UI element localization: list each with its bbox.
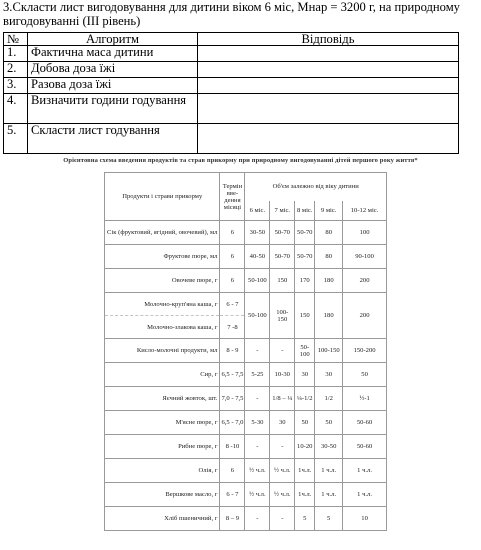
product-cell: М'ясне пюре, г [105, 411, 220, 435]
volume-cell: 180 [315, 269, 343, 293]
product-cell: Рибне пюре, г [105, 435, 220, 459]
volume-cell: - [270, 435, 295, 459]
volume-cell: 30-50 [245, 221, 270, 245]
header-algorithm: Алгоритм [28, 33, 198, 46]
answer-cell[interactable] [198, 124, 459, 154]
age-header: 9 міс. [315, 201, 343, 221]
product-cell: Сік (фруктовий, ягідний, овочевий), мл [105, 221, 220, 245]
term-cell: 8 -10 [220, 435, 245, 459]
row-num: 2. [4, 62, 28, 78]
schedule-row [105, 435, 387, 459]
volume-cell: 50 [343, 363, 387, 387]
product-cell: Вершкове масло, г [105, 483, 220, 507]
task-title: 3.Скласти лист вигодовування для дитини віком 6 міс, Мнар = 3200 г, на природному вигодовуванні (ІІІ рівень) [3, 0, 460, 28]
schedule-row [105, 339, 387, 363]
volume-cell: 30 [295, 363, 315, 387]
volume-cell: 50-70 [295, 245, 315, 269]
volume-cell: 90-100 [343, 245, 387, 269]
product-cell: Овочеве пюре, г [105, 269, 220, 293]
volume-cell: 10 [343, 507, 387, 531]
schedule-table [104, 172, 387, 531]
volume-cell: 10-20 [295, 435, 315, 459]
schedule-row [105, 459, 387, 483]
volume-cell: 50 [295, 411, 315, 435]
volume-cell: - [270, 507, 295, 531]
volume-cell: - [270, 339, 295, 363]
header-volume: Об'єм залежно від віку дитини [245, 173, 387, 201]
volume-cell: 40-50 [245, 245, 270, 269]
volume-cell: 10-30 [270, 363, 295, 387]
volume-cell: ½ ч.л. [270, 483, 295, 507]
volume-cell: 1 ч.л. [343, 483, 387, 507]
row-num: 1. [4, 46, 28, 62]
term-cell: 6 - 7 [220, 483, 245, 507]
schedule-row [105, 221, 387, 245]
volume-cell: ¼-1/2 [295, 387, 315, 411]
volume-cell: - [245, 507, 270, 531]
term-cell: 6,5 - 7,0 [220, 411, 245, 435]
volume-cell: 100-150 [315, 339, 343, 363]
term-cell: 8 – 9 [220, 507, 245, 531]
schedule-header-row [105, 173, 387, 201]
answer-cell[interactable] [198, 78, 459, 94]
volume-cell: 1 ч.л. [343, 459, 387, 483]
volume-cell: 50-100 [295, 339, 315, 363]
volume-cell: 50-60 [343, 435, 387, 459]
product-cell: Молочно-круп'яна каша, г [105, 293, 220, 316]
volume-cell: 100 [343, 221, 387, 245]
header-term: Термін вве-дення місяці [220, 173, 245, 221]
volume-cell: 50-70 [270, 221, 295, 245]
volume-cell: 5-25 [245, 363, 270, 387]
volume-cell: 80 [315, 221, 343, 245]
row-num: 4. [4, 94, 28, 124]
volume-cell: 50-100 [245, 293, 270, 339]
row-step: Добова доза їжі [28, 62, 198, 78]
age-header: 6 міс. [245, 201, 270, 221]
product-cell: Фруктове пюре, мл [105, 245, 220, 269]
row-step: Скласти лист годування [28, 124, 198, 154]
algorithm-row [4, 46, 459, 62]
volume-cell: ½-1 [343, 387, 387, 411]
volume-cell: 50-100 [245, 269, 270, 293]
schedule-row [105, 411, 387, 435]
product-cell: Сир, г [105, 363, 220, 387]
volume-cell: 30 [315, 363, 343, 387]
volume-cell: - [245, 387, 270, 411]
volume-cell: 150 [270, 269, 295, 293]
schedule-title: Орієнтовна схема введення продуктів та страв прикорму при природному вигодовуванні дітей першого року життя* [63, 157, 418, 164]
algorithm-row [4, 78, 459, 94]
answer-cell[interactable] [198, 62, 459, 78]
volume-cell: 200 [343, 269, 387, 293]
term-cell: 7 -8 [220, 316, 245, 339]
volume-cell: 50-70 [270, 245, 295, 269]
schedule-row [105, 483, 387, 507]
volume-cell: - [245, 435, 270, 459]
volume-cell: 150 [295, 293, 315, 339]
volume-cell: 1ч.л. [295, 459, 315, 483]
row-step: Разова доза їжі [28, 78, 198, 94]
schedule-row-porridge [105, 293, 387, 316]
volume-cell: 1 ч.л. [315, 459, 343, 483]
schedule-row [105, 363, 387, 387]
schedule-row [105, 387, 387, 411]
schedule-row [105, 269, 387, 293]
volume-cell: - [245, 339, 270, 363]
volume-cell: 180 [315, 293, 343, 339]
header-num: № [4, 33, 28, 46]
volume-cell: 80 [315, 245, 343, 269]
row-num: 3. [4, 78, 28, 94]
term-cell: 6 - 7 [220, 293, 245, 316]
row-num: 5. [4, 124, 28, 154]
product-cell: Олія, г [105, 459, 220, 483]
product-cell: Кисло-молочні продукти, мл [105, 339, 220, 363]
algorithm-row [4, 62, 459, 78]
schedule-row [105, 245, 387, 269]
algorithm-table [3, 32, 459, 154]
volume-cell: 1ч.л. [295, 483, 315, 507]
volume-cell: ½ ч.л. [245, 459, 270, 483]
header-answer: Відповідь [198, 33, 459, 46]
age-header: 7 міс. [270, 201, 295, 221]
term-cell: 6 [220, 245, 245, 269]
volume-cell: 5 [315, 507, 343, 531]
volume-cell: 50-70 [295, 221, 315, 245]
volume-cell: 170 [295, 269, 315, 293]
answer-cell[interactable] [198, 94, 459, 124]
row-step: Визначити години годування [28, 94, 198, 124]
term-cell: 6 [220, 269, 245, 293]
term-cell: 6 [220, 459, 245, 483]
age-header: 8 міс. [295, 201, 315, 221]
header-product: Продукти і страви прикорму [105, 173, 220, 221]
schedule-row [105, 507, 387, 531]
term-cell: 6,5 - 7,5 [220, 363, 245, 387]
volume-cell: 5-30 [245, 411, 270, 435]
algorithm-row [4, 124, 459, 154]
volume-cell: ½ ч.л. [270, 459, 295, 483]
volume-cell: 30 [270, 411, 295, 435]
product-cell: Яєчний жовток, шт. [105, 387, 220, 411]
age-header: 10-12 міс. [343, 201, 387, 221]
volume-cell: 1 ч.л. [315, 483, 343, 507]
algorithm-header-row [4, 33, 459, 46]
algorithm-row [4, 94, 459, 124]
volume-cell: 1/2 [315, 387, 343, 411]
volume-cell: 1/8 – ¼ [270, 387, 295, 411]
volume-cell: 150-200 [343, 339, 387, 363]
term-cell: 7,0 - 7,5 [220, 387, 245, 411]
volume-cell: 50-60 [343, 411, 387, 435]
volume-cell: 50 [315, 411, 343, 435]
row-step: Фактична маса дитини [28, 46, 198, 62]
product-cell: Молочно-злакова каша, г [105, 316, 220, 339]
volume-cell: ½ ч.л. [245, 483, 270, 507]
volume-cell: 5 [295, 507, 315, 531]
term-cell: 6 [220, 221, 245, 245]
product-cell: Хліб пшеничний, г [105, 507, 220, 531]
volume-cell: 200 [343, 293, 387, 339]
term-cell: 8 - 9 [220, 339, 245, 363]
volume-cell: 100-150 [270, 293, 295, 339]
answer-cell[interactable] [198, 46, 459, 62]
volume-cell: 30-50 [315, 435, 343, 459]
